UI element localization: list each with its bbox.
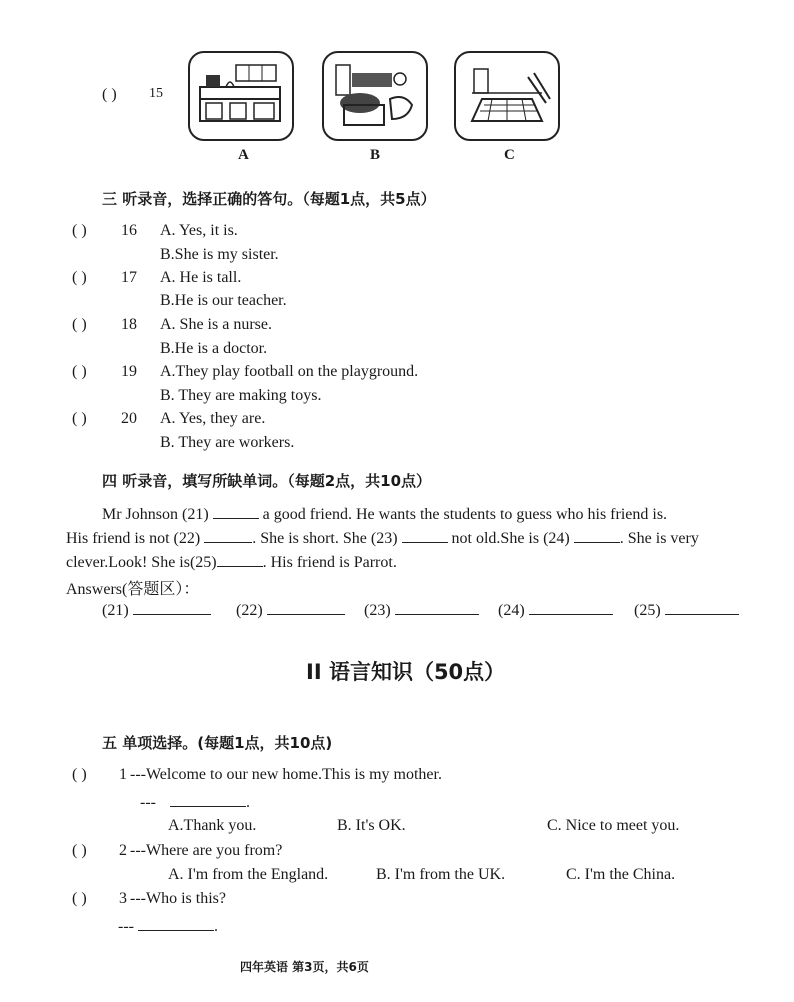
section5-title: 五 单项选择。(每题1点，共10点) (102, 734, 333, 752)
page-footer: 四年英语 第3页，共6页 (240, 960, 369, 974)
answer-line[interactable] (133, 600, 211, 615)
q16-number: 16 (121, 222, 137, 239)
answers-label: Answers(答题区）： (66, 581, 200, 598)
picture-label-a: A (238, 147, 249, 163)
dash: --- (140, 794, 156, 811)
picture-label-c: C (504, 147, 515, 163)
cloze-text: Mr Johnson (21) (102, 506, 209, 523)
q20-bracket: ( ) (72, 410, 87, 427)
bedroom-icon (462, 59, 552, 133)
kitchen-icon (196, 59, 286, 133)
answer-23[interactable] (364, 600, 479, 620)
cloze-text: His friend is not (22) (66, 530, 201, 547)
answer-line[interactable] (395, 600, 479, 615)
blank-21[interactable] (213, 504, 259, 519)
q19-bracket: ( ) (72, 363, 87, 380)
q2-stem: ---Where are you from? (130, 842, 283, 859)
q2-option-a[interactable]: A. I'm from the England. (168, 866, 329, 883)
q3-number: 3 (119, 890, 127, 907)
answer-number: (21) (102, 602, 129, 619)
answer-line[interactable] (138, 916, 214, 931)
cloze-text: not old.She is (24) (451, 530, 570, 547)
blank-23[interactable] (402, 528, 448, 543)
q3-answer-blank (118, 916, 218, 936)
q18-option-a: A. She is a nurse. (160, 316, 272, 333)
answer-number: (23) (364, 602, 391, 619)
dash: --- (118, 918, 134, 935)
q2-option-b[interactable]: B. I'm from the UK. (376, 866, 506, 883)
cloze-line-2 (66, 528, 699, 548)
picture-a-kitchen (188, 51, 294, 141)
q17-option-a: A. He is tall. (160, 269, 242, 286)
answer-25[interactable] (634, 600, 739, 620)
answer-line[interactable] (529, 600, 613, 615)
q1-answer-blank (140, 792, 250, 812)
answer-number: (25) (634, 602, 661, 619)
answer-24[interactable] (498, 600, 613, 620)
q18-option-b: B.He is a doctor. (160, 340, 268, 357)
blank-22[interactable] (204, 528, 252, 543)
part2-title: II 语言知识（50点） (306, 660, 506, 684)
q1-option-c[interactable]: C. Nice to meet you. (547, 817, 680, 834)
q3-bracket: ( ) (72, 890, 87, 907)
q1-stem: ---Welcome to our new home.This is my mother. (130, 766, 442, 783)
period: . (213, 918, 218, 935)
q2-bracket: ( ) (72, 842, 87, 859)
blank-25[interactable] (217, 552, 263, 567)
q16-option-a: A. Yes, it is. (160, 222, 238, 239)
q20-option-b: B. They are workers. (160, 434, 295, 451)
q17-option-b: B.He is our teacher. (160, 292, 287, 309)
answer-line[interactable] (665, 600, 739, 615)
answer-number: (22) (236, 602, 263, 619)
q15-bracket: ( ) (102, 86, 117, 103)
section4-title: 四 听录音，填写所缺单词。（每题2点，共10点） (102, 472, 432, 490)
q18-bracket: ( ) (72, 316, 87, 333)
picture-b-living-room (322, 51, 428, 141)
picture-c-bedroom (454, 51, 560, 141)
q3-stem: ---Who is this? (130, 890, 226, 907)
cloze-text: clever.Look! She is(25) (66, 554, 217, 571)
q19-option-b: B. They are making toys. (160, 387, 322, 404)
q1-option-b[interactable]: B. It's OK. (337, 817, 406, 834)
q16-bracket: ( ) (72, 222, 87, 239)
q17-bracket: ( ) (72, 269, 87, 286)
q2-option-c[interactable]: C. I'm the China. (566, 866, 676, 883)
q16-option-b: B.She is my sister. (160, 246, 279, 263)
q17-number: 17 (121, 269, 137, 286)
section3-title: 三 听录音，选择正确的答句。（每题1点，共5点） (102, 190, 436, 208)
cloze-text: . His friend is Parrot. (262, 554, 397, 571)
q20-option-a: A. Yes, they are. (160, 410, 266, 427)
blank-24[interactable] (574, 528, 620, 543)
answer-21[interactable] (102, 600, 211, 620)
answer-number: (24) (498, 602, 525, 619)
cloze-line-1 (102, 504, 667, 524)
q18-number: 18 (121, 316, 137, 333)
cloze-line-3 (66, 552, 397, 572)
answer-line[interactable] (267, 600, 345, 615)
picture-label-b: B (370, 147, 381, 163)
q19-number: 19 (121, 363, 137, 380)
q1-number: 1 (119, 766, 127, 783)
q20-number: 20 (121, 410, 137, 427)
answer-22[interactable] (236, 600, 345, 620)
living-room-icon (330, 59, 420, 133)
q2-number: 2 (119, 842, 127, 859)
cloze-text: . She is very (619, 530, 699, 547)
q1-option-a[interactable]: A.Thank you. (168, 817, 257, 834)
q1-bracket: ( ) (72, 766, 87, 783)
period: . (245, 794, 250, 811)
q19-option-a: A.They play football on the playground. (160, 363, 419, 380)
cloze-text: a good friend. He wants the students to guess who his friend is. (262, 506, 668, 523)
cloze-text: . She is short. She (23) (252, 530, 398, 547)
q15-number: 15 (149, 86, 163, 101)
answer-line[interactable] (170, 792, 246, 807)
